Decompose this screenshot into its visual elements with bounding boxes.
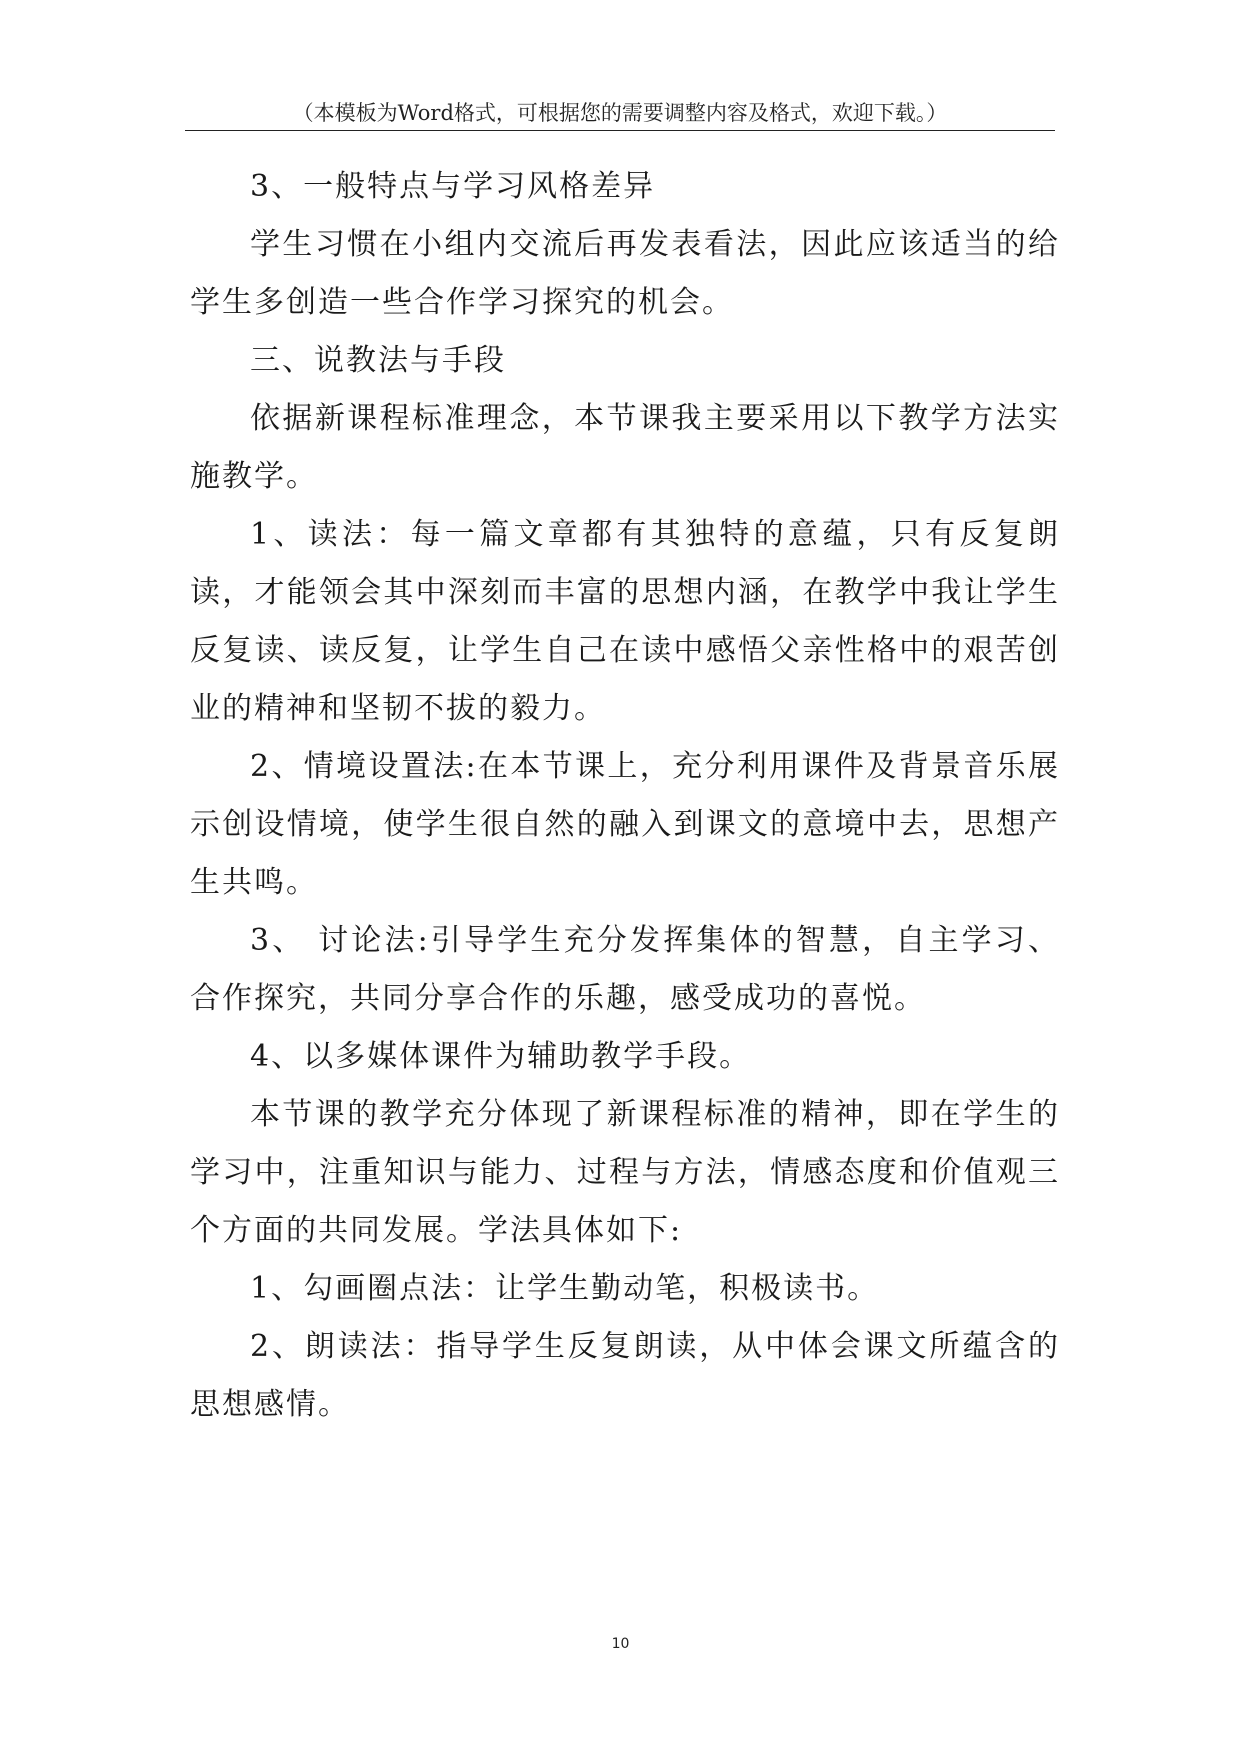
paragraph-reading-method: 1、读法：每一篇文章都有其独特的意蕴，只有反复朗读，才能领会其中深刻而丰富的思想内涵，在教学中我让学生反复读、读反复，让学生自己在读中感悟父亲性格中的艰苦创业的精神和坚韧不拔的毅力。 [190, 517, 1060, 726]
paragraph-discussion-method: 3、 讨论法:引导学生充分发挥集体的智慧，自主学习、合作探究，共同分享合作的乐趣，感受成功的喜悦。 [190, 923, 1060, 1016]
document-body [190, 158, 1060, 1434]
paragraph-methods-intro: 依据新课程标准理念，本节课我主要采用以下教学方法实施教学。 [190, 401, 1060, 494]
paragraph-multimedia: 4、以多媒体课件为辅助教学手段。 [250, 1039, 752, 1074]
paragraph-heading-learning-style: 3、一般特点与学习风格差异 [250, 169, 656, 204]
paragraph-situation-method: 2、情境设置法:在本节课上，充分利用课件及背景音乐展示创设情境，使学生很自然的融入到课文的意境中去，思想产生共鸣。 [190, 749, 1060, 900]
paragraph-read-aloud-method: 2、朗读法：指导学生反复朗读，从中体会课文所蕴含的思想感情。 [190, 1329, 1060, 1422]
paragraph-annotation-method: 1、勾画圈点法：让学生勤动笔，积极读书。 [250, 1271, 880, 1306]
page-header: （本模板为Word格式，可根据您的需要调整内容及格式，欢迎下载。） [185, 96, 1055, 131]
page-number: 10 [611, 1636, 630, 1652]
paragraph-group-discussion: 学生习惯在小组内交流后再发表看法，因此应该适当的给学生多创造一些合作学习探究的机会。 [190, 227, 1060, 320]
paragraph-heading-teaching-methods: 三、说教法与手段 [250, 343, 506, 378]
paragraph-curriculum-spirit: 本节课的教学充分体现了新课程标准的精神，即在学生的学习中，注重知识与能力、过程与方法，情感态度和价值观三个方面的共同发展。学法具体如下: [190, 1097, 1060, 1248]
